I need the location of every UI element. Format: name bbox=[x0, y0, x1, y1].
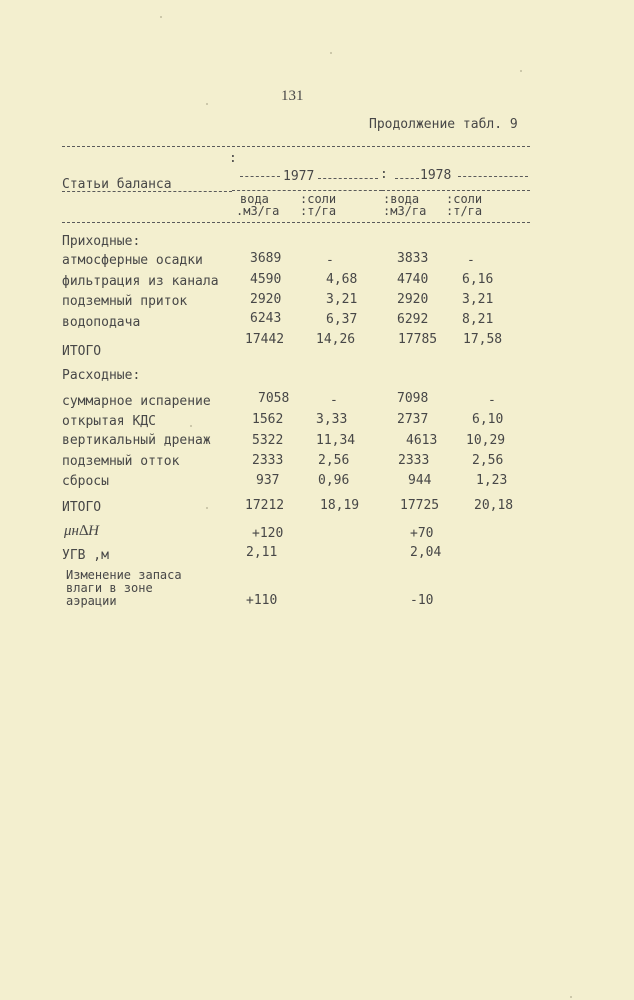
cell-water-1978: 4613 bbox=[406, 433, 438, 448]
row-label: вертикальный дренаж bbox=[62, 433, 211, 448]
cell-salt-1977: 4,68 bbox=[326, 272, 358, 287]
cell-salt-1978: 1,23 bbox=[476, 473, 508, 488]
mu-1977: +120 bbox=[252, 526, 284, 541]
scan-speck bbox=[190, 425, 192, 427]
sub-water-1978: :вода bbox=[383, 192, 420, 206]
header-separator-dots: : bbox=[229, 151, 237, 166]
cell-water-1978: 17785 bbox=[398, 332, 438, 347]
cell-water-1977: 4590 bbox=[250, 272, 282, 287]
cell-water-1977: 2333 bbox=[252, 453, 284, 468]
scan-speck bbox=[160, 16, 162, 18]
sub-salt-unit-1978: :т/га bbox=[446, 204, 483, 218]
cell-water-1978: 2333 bbox=[398, 453, 430, 468]
cell-salt-1978: 2,56 bbox=[472, 453, 504, 468]
sub-salt-1977: :соли bbox=[300, 192, 337, 206]
cell-salt-1978: 10,29 bbox=[466, 433, 506, 448]
cell-water-1977: 2920 bbox=[250, 292, 282, 307]
scan-speck bbox=[330, 52, 332, 54]
year-1977-label: 1977 bbox=[283, 169, 315, 184]
scan-speck bbox=[520, 70, 522, 72]
sub-salt-unit-1977: :т/га bbox=[300, 204, 337, 218]
year-1977-rule-left bbox=[240, 176, 280, 177]
moisture-label-line-2: влаги в зоне bbox=[66, 581, 153, 595]
cell-salt-1978: 8,21 bbox=[462, 312, 494, 327]
cell-water-1978: 7098 bbox=[397, 391, 429, 406]
cell-salt-1977: - bbox=[330, 393, 338, 408]
row-label: водоподача bbox=[62, 315, 141, 330]
cell-salt-1978: 17,58 bbox=[463, 332, 503, 347]
cell-salt-1977: 0,96 bbox=[318, 473, 350, 488]
cell-salt-1978: 6,16 bbox=[462, 272, 494, 287]
header-bottom-rule bbox=[62, 222, 530, 223]
expense-section-title: Расходные: bbox=[62, 368, 141, 383]
row-label: открытая КДС bbox=[62, 414, 156, 429]
sub-water-1977: вода bbox=[240, 192, 269, 206]
row-label: атмосферные осадки bbox=[62, 253, 203, 268]
cell-salt-1978: - bbox=[467, 253, 475, 268]
row-label: сбросы bbox=[62, 474, 109, 489]
scan-speck bbox=[206, 507, 208, 509]
moisture-label-line-1: Изменение запаса bbox=[66, 568, 182, 582]
table-top-rule bbox=[62, 146, 530, 147]
cell-salt-1977: 3,33 bbox=[316, 412, 348, 427]
cell-water-1977: 17442 bbox=[245, 332, 285, 347]
ugv-1977: 2,11 bbox=[246, 545, 278, 560]
cell-salt-1977: 14,26 bbox=[316, 332, 356, 347]
cell-salt-1978: - bbox=[488, 393, 496, 408]
cell-water-1977: 1562 bbox=[252, 412, 284, 427]
cell-water-1978: 944 bbox=[408, 473, 432, 488]
row-label: ИТОГО bbox=[62, 344, 102, 359]
cell-water-1978: 2920 bbox=[397, 292, 429, 307]
moisture-1978: -10 bbox=[410, 593, 434, 608]
sub-water-unit-1978: :м3/га bbox=[383, 204, 427, 218]
cell-salt-1978: 6,10 bbox=[472, 412, 504, 427]
cell-salt-1977: - bbox=[326, 253, 334, 268]
cell-water-1978: 17725 bbox=[400, 498, 440, 513]
year-1978-rule-left bbox=[395, 178, 419, 179]
moisture-label-line-3: аэрации bbox=[66, 594, 117, 608]
row-label: фильтрация из канала bbox=[62, 274, 219, 289]
scan-speck bbox=[206, 103, 208, 105]
row-label: суммарное испарение bbox=[62, 394, 211, 409]
cell-water-1978: 6292 bbox=[397, 312, 429, 327]
year-1978-rule-right bbox=[458, 176, 528, 177]
cell-water-1977: 5322 bbox=[252, 433, 284, 448]
year-1977-underline bbox=[232, 190, 382, 191]
cell-water-1978: 2737 bbox=[397, 412, 429, 427]
row-label: ИТОГО bbox=[62, 500, 102, 515]
page-number: 131 bbox=[281, 88, 304, 104]
row-header-underline bbox=[62, 191, 232, 192]
cell-salt-1977: 11,34 bbox=[316, 433, 356, 448]
ugv-label: УГВ ,м bbox=[62, 548, 109, 563]
row-label: подземный отток bbox=[62, 454, 180, 469]
income-section-title: Приходные: bbox=[62, 234, 141, 249]
ugv-1978: 2,04 bbox=[410, 545, 442, 560]
year-1978-label: 1978 bbox=[420, 168, 452, 183]
cell-water-1977: 17212 bbox=[245, 498, 285, 513]
row-header-label: Статьи баланса bbox=[62, 177, 172, 192]
header-separator-dots-2: : bbox=[380, 167, 388, 182]
cell-water-1977: 7058 bbox=[258, 391, 290, 406]
cell-salt-1978: 20,18 bbox=[474, 498, 514, 513]
table-continuation-caption: Продолжение табл. 9 bbox=[369, 117, 518, 132]
scan-speck bbox=[570, 996, 572, 998]
cell-salt-1977: 6,37 bbox=[326, 312, 358, 327]
cell-water-1978: 3833 bbox=[397, 251, 429, 266]
moisture-1977: +110 bbox=[246, 593, 278, 608]
sub-salt-1978: :соли bbox=[446, 192, 483, 206]
year-1977-rule-right bbox=[318, 178, 378, 179]
cell-water-1977: 3689 bbox=[250, 251, 282, 266]
cell-salt-1977: 3,21 bbox=[326, 292, 358, 307]
cell-salt-1978: 3,21 bbox=[462, 292, 494, 307]
year-1978-underline bbox=[382, 190, 530, 191]
cell-water-1977: 937 bbox=[256, 473, 280, 488]
mu-1978: +70 bbox=[410, 526, 434, 541]
cell-water-1977: 6243 bbox=[250, 311, 282, 326]
cell-water-1978: 4740 bbox=[397, 272, 429, 287]
cell-salt-1977: 18,19 bbox=[320, 498, 360, 513]
sub-water-unit-1977: .м3/га bbox=[236, 204, 280, 218]
cell-salt-1977: 2,56 bbox=[318, 453, 350, 468]
mu-delta-h-label: μн∆Н bbox=[64, 523, 99, 539]
row-label: подземный приток bbox=[62, 294, 188, 309]
